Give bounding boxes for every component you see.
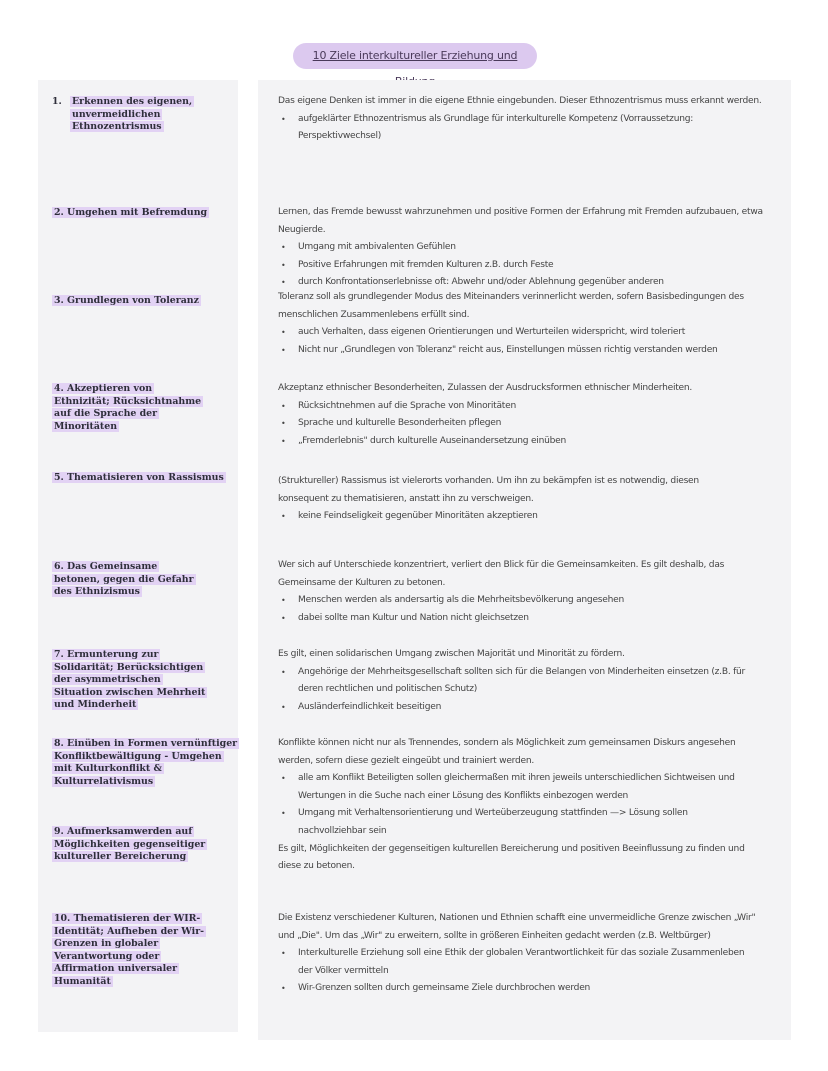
goal-5-description: (Struktureller) Rassismus ist vielerorts vorhanden. Um ihn zu bekämpfen ist es notwendig, diesen konsequent zu thematisieren, anstatt ihn zu verschweigen. • keine Feindseligkeit gegenüber Minoritäten akzeptieren xyxy=(278,473,748,526)
bullet-item: • auch Verhalten, dass eigenen Orientierungen und Werturteilen widerspricht, wird toleriert xyxy=(278,324,748,342)
bullet-item: • Rücksichtnehmen auf die Sprache von Minoritäten xyxy=(278,398,778,416)
goal-1-description: Das eigene Denken ist immer in die eigene Ethnie eingebunden. Dieser Ethnozentrismus muss erkannt werden. • aufgeklärter Ethnozentrismus als Grundlage für interkulturelle Kompetenz (Vorraussetzung: Perspektivwechsel) xyxy=(278,93,778,146)
goal-3-description: Toleranz soll als grundlegender Modus des Miteinanders verinnerlicht werden, sofern Basisbedingungen des menschlichen Zusammenlebens erfüllt sind. • auch Verhalten, dass eigenen Orientierungen und Werturteilen widerspricht, wird toleriert • Nicht nur „Grundlegen von Toleranz" reicht aus, Einstellungen müssen richtig verstanden werden xyxy=(278,289,748,359)
goal-7-title: 7. Ermunterung zur Solidarität; Berücksichtigen der asymmetrischen Situation zwischen Mehrheit und Minderheit xyxy=(54,649,206,711)
bullet-item: • Wir-Grenzen sollten durch gemeinsame Ziele durchbrochen werden xyxy=(278,980,758,998)
goal-8-title: 8. Einüben in Formen vernünftiger Konfliktbewältigung - Umgehen mit Kulturkonflikt & Kulturrelativismus xyxy=(54,738,238,787)
goal-6-description: Wer sich auf Unterschiede konzentriert, verliert den Blick für die Gemeinsamkeiten. Es gilt deshalb, das Gemeinsame der Kulturen zu betonen. • Menschen werden als andersartig als die Mehrheitsbevölkerung angesehen • dabei sollte man Kultur und Nation nicht gleichsetzen xyxy=(278,557,738,627)
goal-3-title: 3. Grundlegen von Toleranz xyxy=(54,295,199,306)
goal-9-title: 9. Aufmerksamwerden auf Möglichkeiten gegenseitiger kultureller Bereicherung xyxy=(54,826,206,863)
goal-2-description: Lernen, das Fremde bewusst wahrzunehmen und positive Formen der Erfahrung mit Fremden aufzubauen, etwa Neugierde. • Umgang mit ambivalenten Gefühlen • Positive Erfahrungen mit fremden Kulturen z.B. durch Feste • durch Konfrontationserlebnisse oft: Abwehr und/oder Ablehnung gegenüber anderen xyxy=(278,204,778,292)
goal-6-title: 6. Das Gemeinsame betonen, gegen die Gefahr des Ethnizismus xyxy=(54,561,194,598)
goal-5-title: 5. Thematisieren von Rassismus xyxy=(54,472,224,483)
bullet-item: • Menschen werden als andersartig als die Mehrheitsbevölkerung angesehen xyxy=(278,592,738,610)
bullet-item: • Ausländerfeindlichkeit beseitigen xyxy=(278,699,758,717)
goal-10-description: Die Existenz verschiedener Kulturen, Nationen und Ethnien schafft eine unvermeidliche Grenze zwischen „Wir" und „Die". Um das „Wir" zu erweitern, sollte in größeren Einheiten gedacht werden (z.B. Weltbürger) • Interkulturelle Erziehung soll eine Ethik der globalen Verantwortlichkeit für das soziale Zusammenleben der Völker vermitteln • Wir-Grenzen sollten durch gemeinsame Ziele durchbrochen werden xyxy=(278,910,758,998)
bullet-item: • Sprache und kulturelle Besonderheiten pflegen xyxy=(278,415,778,433)
bullet-item: • Nicht nur „Grundlegen von Toleranz" reicht aus, Einstellungen müssen richtig verstanden werden xyxy=(278,342,748,360)
goal-4-description: Akzeptanz ethnischer Besonderheiten, Zulassen der Ausdrucksformen ethnischer Minderheiten. • Rücksichtnehmen auf die Sprache von Minoritäten • Sprache und kulturelle Besonderheiten pflegen • „Fremderlebnis" durch kulturelle Auseinandersetzung einüben xyxy=(278,380,778,450)
bullet-item: • alle am Konflikt Beteiligten sollen gleichermaßen mit ihren jeweils unterschiedlichen Sichtweisen und Wertungen in die Suche nach einer Lösung des Konflikts einbezogen werden xyxy=(278,770,758,805)
goal-2-title: 2. Umgehen mit Befremdung xyxy=(54,207,208,218)
goal-1-title: 1. Erkennen des eigenen, unvermeidlichen Ethnozentrismus xyxy=(52,96,193,133)
bullet-item: • Interkulturelle Erziehung soll eine Ethik der globalen Verantwortlichkeit für das soziale Zusammenleben der Völker vermitteln xyxy=(278,945,758,980)
bullet-item: • durch Konfrontationserlebnisse oft: Abwehr und/oder Ablehnung gegenüber anderen xyxy=(278,274,778,292)
bullet-item: • Umgang mit ambivalenten Gefühlen xyxy=(278,239,778,257)
goal-7-description: Es gilt, einen solidarischen Umgang zwischen Majorität und Minorität zu fördern. • Angehörige der Mehrheitsgesellschaft sollten sich für die Belangen von Minderheiten einsetzen (z.B. für deren rechtlichen und politischen Schutz) • Ausländerfeindlichkeit beseitigen xyxy=(278,646,758,716)
bullet-item: • Umgang mit Verhaltensorientierung und Werteüberzeugung stattfinden —> Lösung sollen nachvollziehbar sein xyxy=(278,805,758,840)
bullet-item: • keine Feindseligkeit gegenüber Minoritäten akzeptieren xyxy=(278,508,748,526)
goal-8-description: Konflikte können nicht nur als Trennendes, sondern als Möglichkeit zum gemeinsamen Diskurs angesehen werden, sofern diese gezielt eingeübt und trainiert werden. • alle am Konflikt Beteiligten sollen gleichermaßen mit ihren jeweils unterschiedlichen Sichtweisen und Wertungen in die Suche nach einer Lösung des Konflikts einbezogen werden • Umgang mit Verhaltensorientierung und Werteüberzeugung stattfinden —> Lösung sollen nachvollziehbar sein Es gilt, Möglichkeiten der gegenseitigen kulturellen Bereicherung und positiven Beeinflussung zu finden und diese zu betonen. xyxy=(278,735,758,876)
bullet-item: • „Fremderlebnis" durch kulturelle Auseinandersetzung einüben xyxy=(278,433,778,451)
goal-4-title: 4. Akzeptieren von Ethnizität; Rücksichtnahme auf die Sprache der Minoritäten xyxy=(54,383,202,432)
bullet-item: • aufgeklärter Ethnozentrismus als Grundlage für interkulturelle Kompetenz (Vorraussetzung: Perspektivwechsel) xyxy=(278,111,778,146)
goals-column xyxy=(38,80,238,1032)
bullet-item: • Angehörige der Mehrheitsgesellschaft sollten sich für die Belangen von Minderheiten einsetzen (z.B. für deren rechtlichen und politischen Schutz) xyxy=(278,664,758,699)
goal-10-title: 10. Thematisieren der WIR- Identität; Aufheben der Wir- Grenzen in globaler Verantwortung oder Affirmation universaler Humanität xyxy=(54,913,205,987)
bullet-item: • dabei sollte man Kultur und Nation nicht gleichsetzen xyxy=(278,610,738,628)
bullet-item: • Positive Erfahrungen mit fremden Kulturen z.B. durch Feste xyxy=(278,257,778,275)
page-title: 10 Ziele interkultureller Erziehung und xyxy=(293,43,537,69)
